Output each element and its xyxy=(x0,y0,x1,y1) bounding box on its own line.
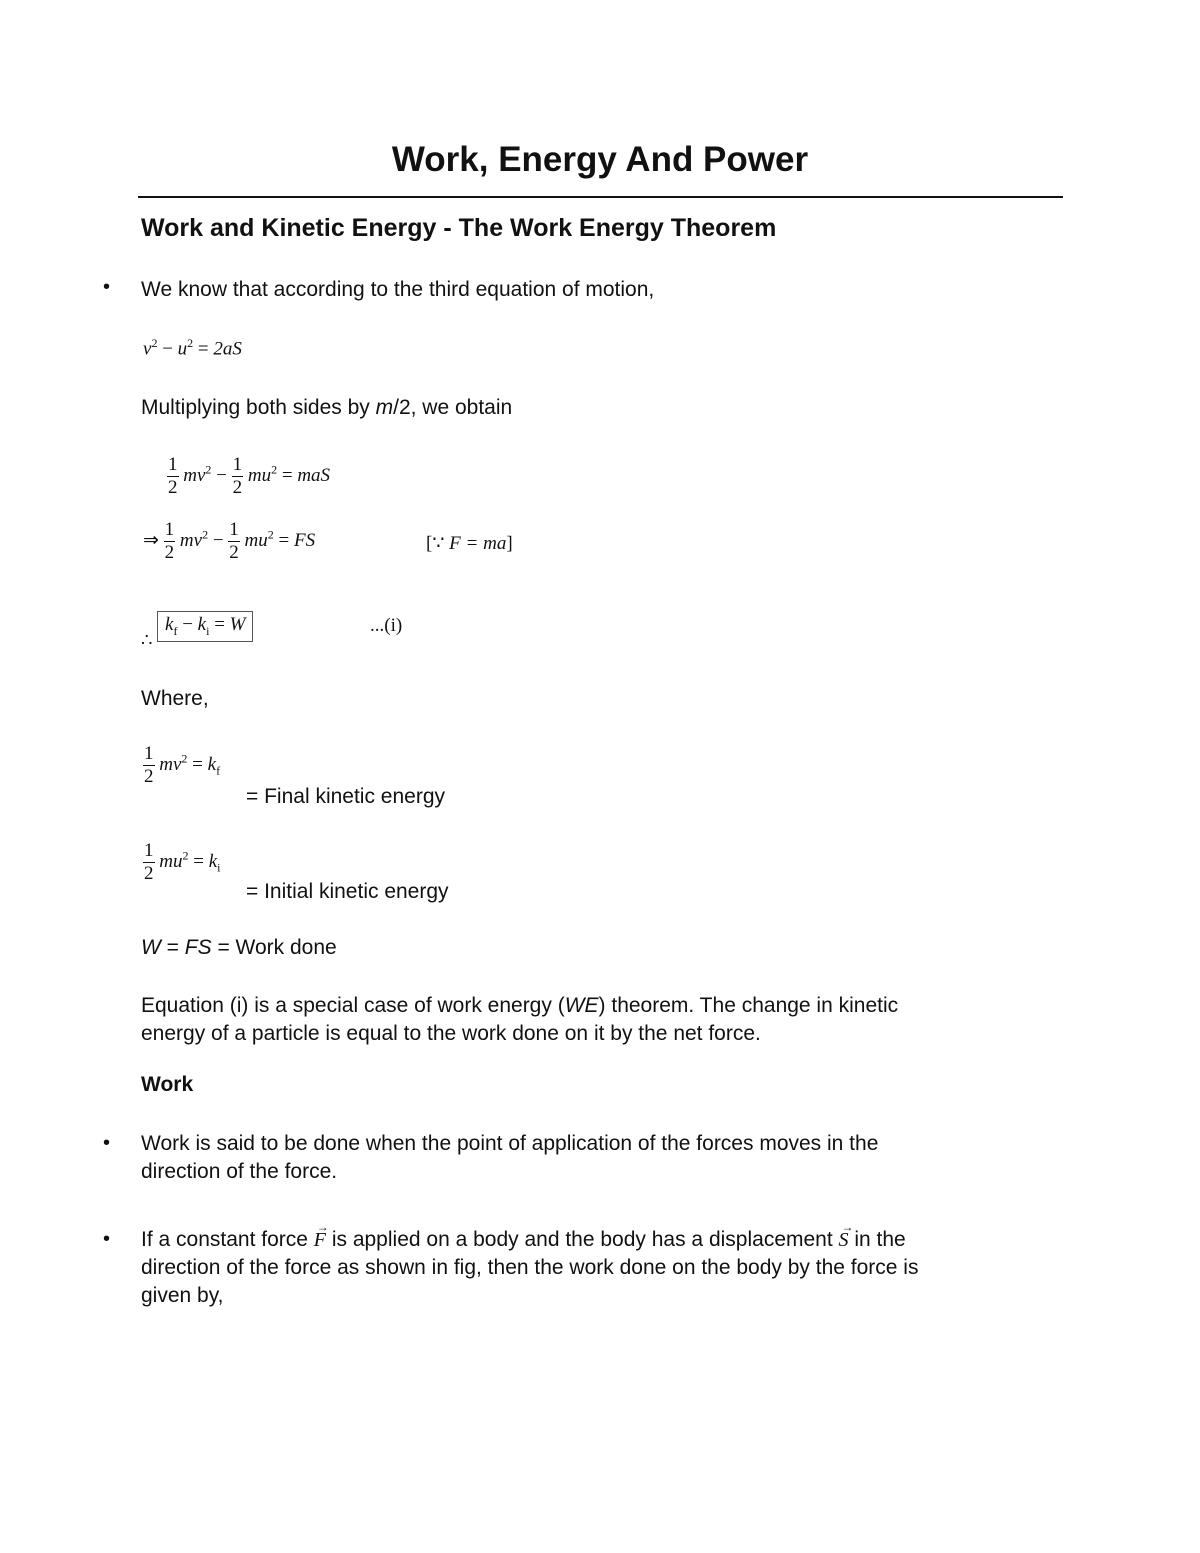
equation-third-motion: $v^2 - u^2 = 2aS$ xyxy=(143,336,242,360)
work-definition: Work is said to be done when the point of application of the forces moves in the direction of the force. xyxy=(141,1132,879,1183)
initial-ke-label: = Initial kinetic energy xyxy=(246,880,449,903)
equation-kinetic-expansion: $\frac{1}{2}$ $mv^2$ − $\frac{1}{2}$ $mu^2$ = maS xyxy=(168,454,331,498)
displacement-vector-symbol: → S xyxy=(839,1226,849,1254)
section-heading: Work and Kinetic Energy - The Work Energy Theorem xyxy=(141,214,777,242)
work-energy-equation: $k_f - k_i = W$ xyxy=(157,611,253,642)
initial-ke-expression: $\frac{1}{2}$ $mu^2 = k_i$ xyxy=(144,840,221,884)
force-vector-symbol: → F xyxy=(314,1226,326,1254)
where-label: Where, xyxy=(141,687,209,710)
we-theorem-paragraph: Equation (i) is a special case of work energy (WE) theorem. The change in kinetic energy of a particle is equal to the work done on it by the net force. xyxy=(141,994,899,1045)
equation-tag: ...(i) xyxy=(370,615,403,636)
final-ke-expression: $\frac{1}{2}$ $mv^2 = k_f$ xyxy=(144,743,221,787)
because-note: [∵ F = ma] xyxy=(426,533,513,554)
bullet-marker: • xyxy=(103,276,111,298)
title-divider xyxy=(138,196,1063,198)
multiplying-line: Multiplying both sides by m/2, we obtain xyxy=(141,396,513,419)
final-ke-label: = Final kinetic energy xyxy=(246,785,446,808)
equation-force-substitution: ⇒ $\frac{1}{2}$ $mv^2$ − $\frac{1}{2}$ $mu^2$ = FS xyxy=(143,519,316,563)
therefore-symbol: ∴ xyxy=(141,630,153,650)
intro-line: We know that according to the third equation of motion, xyxy=(141,278,655,301)
work-done-definition: W = FS = Work done xyxy=(141,936,337,959)
work-heading: Work xyxy=(141,1073,194,1096)
bullet-marker: • xyxy=(103,1228,111,1250)
bullet-marker: • xyxy=(103,1132,111,1154)
constant-force-paragraph: If a constant force → F is applied on a body and the body has a displacement → S in the direction of the force as shown in fig, then the work done on the body by the force is given by, xyxy=(141,1226,918,1310)
page-title: Work, Energy And Power xyxy=(391,140,809,179)
